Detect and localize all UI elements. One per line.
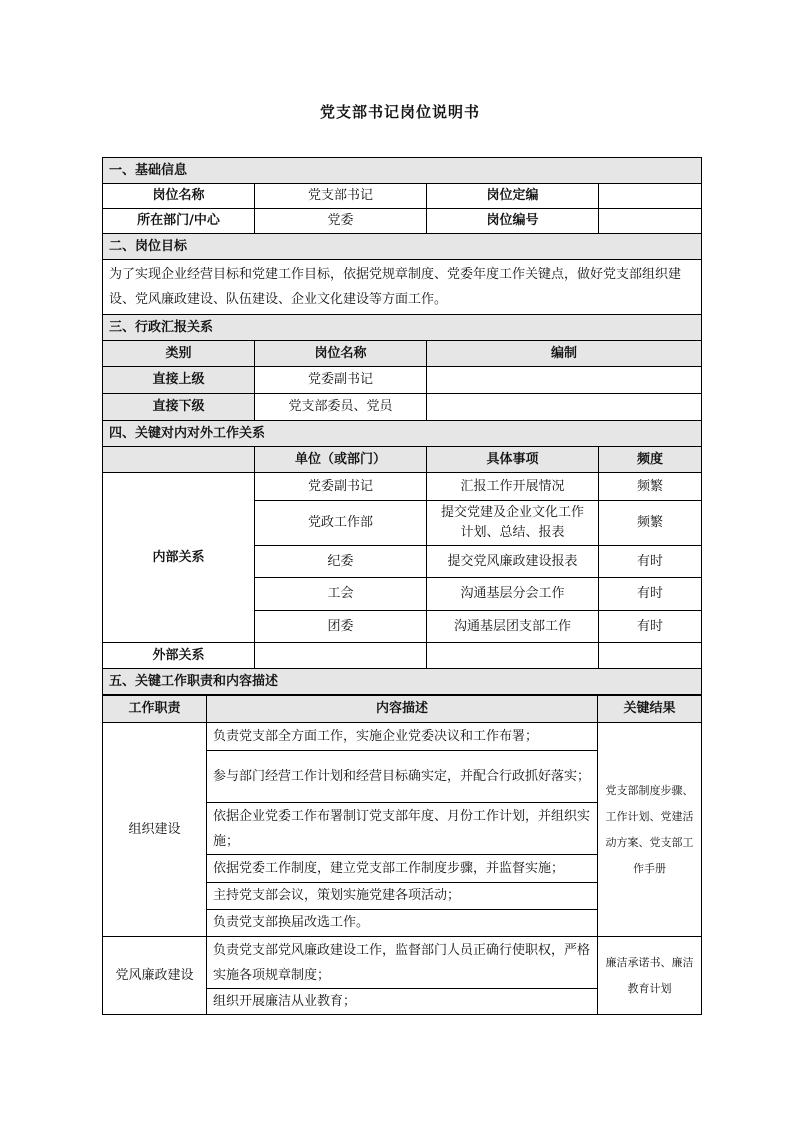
relation-unit: 党政工作部 <box>255 501 427 546</box>
duty-item: 参与部门经营工作计划和经营目标确实定，并配合行政抓好落实； <box>207 751 598 803</box>
relation-item: 沟通基层团支部工作 <box>427 611 599 643</box>
relation-freq: 有时 <box>599 611 702 643</box>
job-description-table <box>102 157 702 695</box>
section-report-header: 三、行政汇报关系 <box>103 315 702 341</box>
report-row-staff <box>427 367 702 394</box>
report-col-staff: 编制 <box>427 341 702 367</box>
report-col-post: 岗位名称 <box>255 341 427 367</box>
relation-freq: 频繁 <box>599 501 702 546</box>
relation-freq: 频繁 <box>599 473 702 501</box>
department-label: 所在部门/中心 <box>103 209 255 234</box>
duties-col-desc: 内容描述 <box>207 696 598 723</box>
duties-col-duty: 工作职责 <box>103 696 207 723</box>
report-row-post: 党支部委员、党员 <box>255 394 427 421</box>
section-relations-header: 四、关键对内对外工作关系 <box>103 421 702 447</box>
post-quota-value <box>599 184 702 209</box>
report-row-type: 直接下级 <box>103 394 255 421</box>
duty-item: 依据企业党委工作布署制订党支部年度、月份工作计划，并组织实施； <box>207 803 598 855</box>
external-unit <box>255 643 427 669</box>
post-name-label: 岗位名称 <box>103 184 255 209</box>
document-title: 党支部书记岗位说明书 <box>319 103 480 121</box>
post-quota-label: 岗位定编 <box>427 184 599 209</box>
duty-item: 组织开展廉洁从业教育； <box>207 989 598 1015</box>
external-item <box>427 643 599 669</box>
section-duties-header: 五、关键工作职责和内容描述 <box>103 669 702 695</box>
relation-item: 提交党风廉政建设报表 <box>427 546 599 578</box>
duty-item: 负责党支部换届改选工作。 <box>207 910 598 937</box>
relation-unit: 纪委 <box>255 546 427 578</box>
relation-unit: 工会 <box>255 578 427 611</box>
duty-item: 依据党委工作制度，建立党支部工作制度步骤，并监督实施； <box>207 855 598 883</box>
relations-col-freq: 频度 <box>599 447 702 473</box>
duty-result: 党支部制度步骤、工作计划、党建活动方案、党支部工作手册 <box>598 723 702 937</box>
post-goal-text: 为了实现企业经营目标和党建工作目标，依据党规章制度、党委年度工作关键点，做好党支部组织建设、党风廉政建设、队伍建设、企业文化建设等方面工作。 <box>103 260 702 315</box>
external-relations-label: 外部关系 <box>103 643 255 669</box>
relation-freq: 有时 <box>599 546 702 578</box>
report-row-post: 党委副书记 <box>255 367 427 394</box>
relations-col-blank <box>103 447 255 473</box>
report-row-staff <box>427 394 702 421</box>
duties-table <box>102 695 702 1015</box>
department-value: 党委 <box>255 209 427 234</box>
post-name-value: 党支部书记 <box>255 184 427 209</box>
duty-name: 组织建设 <box>103 723 207 937</box>
report-row-type: 直接上级 <box>103 367 255 394</box>
relation-unit: 党委副书记 <box>255 473 427 501</box>
section-basic-header: 一、基础信息 <box>103 158 702 184</box>
relation-item: 沟通基层分会工作 <box>427 578 599 611</box>
report-col-type: 类别 <box>103 341 255 367</box>
duty-item: 主持党支部会议，策划实施党建各项活动； <box>207 883 598 910</box>
duty-result: 廉洁承诺书、廉洁教育计划 <box>598 937 702 1015</box>
duty-item: 负责党支部党风廉政建设工作，监督部门人员正确行使职权，严格实施各项规章制度； <box>207 937 598 989</box>
duty-name: 党风廉政建设 <box>103 937 207 1015</box>
external-freq <box>599 643 702 669</box>
relation-unit: 团委 <box>255 611 427 643</box>
duties-col-result: 关键结果 <box>598 696 702 723</box>
internal-relations-label: 内部关系 <box>103 473 255 643</box>
relation-freq: 有时 <box>599 578 702 611</box>
relation-item: 提交党建及企业文化工作计划、总结、报表 <box>427 501 599 546</box>
post-code-label: 岗位编号 <box>427 209 599 234</box>
duty-item: 负责党支部全方面工作，实施企业党委决议和工作布署； <box>207 723 598 751</box>
post-code-value <box>599 209 702 234</box>
relations-col-unit: 单位（或部门） <box>255 447 427 473</box>
relations-col-item: 具体事项 <box>427 447 599 473</box>
relation-item: 汇报工作开展情况 <box>427 473 599 501</box>
section-goal-header: 二、岗位目标 <box>103 234 702 260</box>
